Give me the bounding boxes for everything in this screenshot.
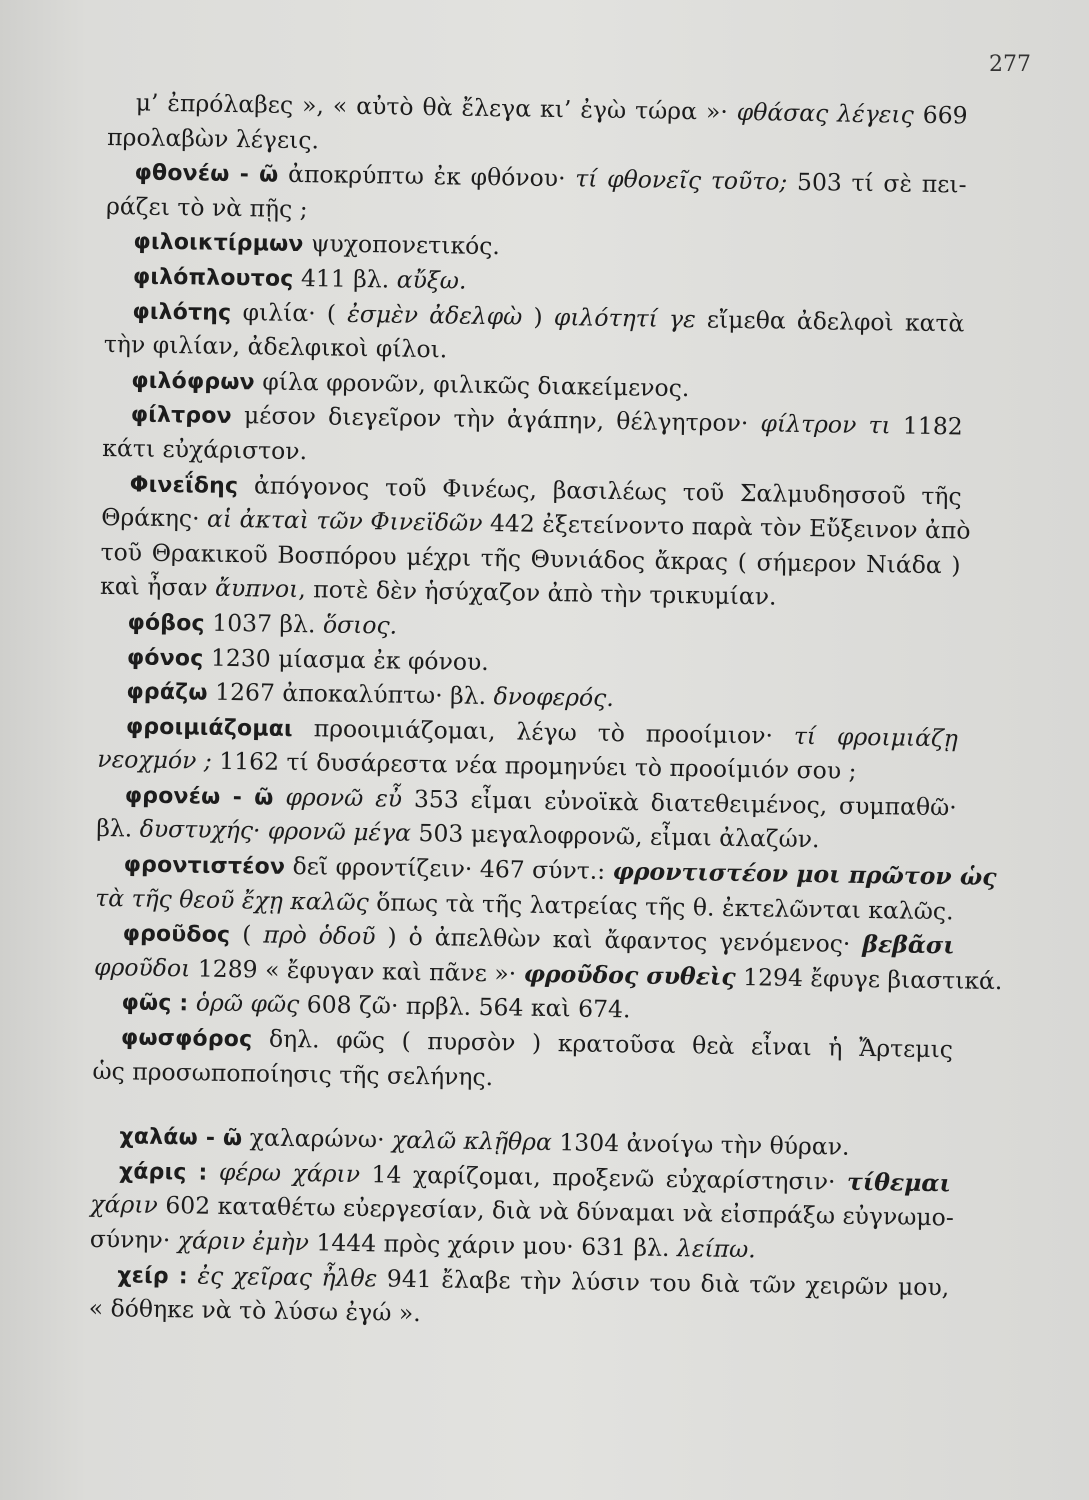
headword: φθονέω - ῶ [134,160,279,188]
entry-text: αὔξω. [396,265,467,295]
entry-text: δεῖ φροντίζειν· 467 σύντ.: [284,851,613,886]
entry-text: μέσον διεγεῖρον τὴν ἀγάπην, θέλγητρον· [231,401,761,438]
headword: χαλάω - ῶ [119,1124,243,1152]
glossary-entry [99,465,971,617]
entry-text: κάτι εὐχάριστον. [102,433,308,466]
entry-text: 1182 [890,411,963,441]
entry-text: ὁρῶ φῶς [195,988,300,1019]
headword: χείρ : [117,1262,189,1289]
entry-text: βλ. [96,814,140,844]
entry-text: 353 εἶμαι εὐνοϊκὰ διατεθειμένος, συμπαθῶ· [401,784,957,822]
entry-text: δυστυχής· φρονῶ μέγα [139,815,412,848]
entry-text: ράζει τὸ νὰ πῇς ; [105,191,308,223]
entry-text: φρονῶ εὖ [285,782,403,813]
entry-text: φροντιστέον μοι πρῶτον ὡς [612,857,997,892]
entry-text: ὅσιος. [322,610,398,640]
headword: φράζω [126,679,208,706]
entry-text: ἐσμὲν ἀδελφὼ [347,299,523,331]
page-number: 277 [989,52,1031,77]
entry-text: καὶ ἦσαν [99,572,216,603]
entry-text: 1267 ἀποκαλύπτω· βλ. [207,677,494,711]
entry-text: 1294 ἔφυγε βιαστικά. [735,962,1003,996]
entry-text: ἄυπνοι [214,574,299,604]
entry-text [207,1158,219,1186]
entry-text: φιλότητί γε [553,302,696,333]
entry-text: 14 χαρίζομαι, προξενῶ εὐχαρίστησιν· [359,1159,848,1196]
entry-text: προοιμιάζομαι, λέγω τὸ προοίμιον· [292,713,795,750]
headword: φιλόφρων [131,368,256,396]
entry-text: 1230 μίασμα ἐκ φόνου. [203,643,490,676]
entry-text: τί φθονεῖς τοῦτο; [575,164,788,196]
entry-text: νεοχμόν ; [97,745,213,775]
headword: φίλτρον [130,402,232,430]
entry-text: φροῦδοι [93,952,191,983]
entry-text: Θράκης· [100,503,208,533]
entry-text: ὡς προσωποποίησις τῆς σελήνης. [92,1056,494,1091]
entry-text: ἀπόγονος τοῦ Φινέως, βασιλέως τοῦ Σαλμυδησσοῦ τῆς [238,470,962,510]
entry-text: τὰ τῆς θεοῦ ἔχῃ καλῶς [95,883,370,916]
headword: φωσφόρος [120,1025,253,1053]
entry-text: 1162 τί δυσάρεστα νέα προμηνύει τὸ προοίμιόν σου ; [211,746,857,786]
entry-text: 1289 « ἔφυγαν καὶ πᾶνε »· [190,954,524,988]
headword: φροντιστέον [123,852,286,880]
entry-text: φίλτρον τι [760,409,891,440]
entry-text: πρὸ ὁδοῦ [263,920,376,951]
entry-text: χάριν ἐμὴν [177,1226,310,1257]
entry-text: χαλαρώνω· [242,1123,393,1154]
glossary-entry [92,1019,953,1102]
entry-text: « δόθηκε νὰ τὸ λύσω ἐγώ ». [88,1294,421,1328]
headword: Φινεΐδης [129,471,239,499]
headword: φιλοικτίρμων [133,229,304,258]
headword: φῶς : [121,990,189,1017]
entry-text: 1444 πρὸς χάριν μου· 631 βλ. [308,1228,678,1263]
entry-text: ἐς χεῖρας ἦλθε [197,1261,378,1292]
headword: φροῦδος [122,921,231,949]
entry-text: φθάσας λέγεις [736,97,915,129]
headword: φρονέω - ῶ [124,783,274,811]
entry-text: δνοφερός. [493,682,615,713]
headword: φιλότης [132,298,232,326]
entry-text: , ποτὲ δὲν ἡσύχαζον ἀπὸ τὴν τρικυμίαν. [298,575,777,611]
entry-text: τίθεμαι [846,1167,952,1198]
glossary-entries [88,85,1003,1339]
entry-text: τοῦ Θρακικοῦ Βοσπόρου μέχρι τῆς Θυνιάδος ἄκρας ( σήμερον Νιάδα ) [100,537,961,580]
entry-text: μ’ ἐπρόλαβες », « αὐτὸ θὰ ἔλεγα κι’ ἐγὼ τώρα »· [135,88,737,126]
entry-text: ἀποκρύπτω ἐκ φθόνου· [278,159,576,193]
entry-text: 411 βλ. [293,263,397,294]
entry-text: προλαβὼν λέγεις. [106,122,320,154]
entry-text: ψυχοπονετικός. [303,229,501,261]
headword: χάρις : [118,1159,208,1186]
entry-text: ( [230,920,264,949]
entry-text: 503 μεγαλοφρονῶ, εἶμαι ἀλαζών. [410,819,820,854]
entry-text: 442 ἐξετείνοντο παρὰ τὸν Εὔξεινον ἀπὸ [482,509,971,545]
entry-text: βεβᾶσι [862,930,955,960]
entry-text: λείπω. [676,1234,756,1264]
glossary-entry [90,1153,952,1270]
entry-text: 941 ἔλαβε τὴν λύσιν του διὰ τῶν χειρῶν μου, [377,1263,950,1301]
entry-text: εἴμεθα ἀδελφοὶ κατὰ [695,304,965,338]
glossary-entry [89,1256,950,1339]
entry-text: 1037 βλ. [204,608,324,639]
entry-text: αἱ ἀκταὶ τῶν Φινεϊδῶν [206,504,483,538]
entry-text: 503 τί σὲ πει- [787,167,967,199]
entry-text: τὴν φιλίαν, ἀδελφικοὶ φίλοι. [103,330,448,364]
entry-text: σύνην· [89,1224,179,1255]
entry-text: ) ὁ ἀπελθὼν καὶ ἄφαντος γενόμενος· [375,922,863,959]
entry-text: 1304 ἀνοίγω τὴν θύραν. [551,1128,850,1161]
entry-text: ) [522,302,555,331]
entry-text: 608 ζῶ· πρβλ. 564 καὶ 674. [299,990,631,1024]
entry-text: φέρω χάριν [218,1157,361,1188]
entry-text [273,783,285,811]
headword: φόνος [126,644,204,672]
entry-text: ὅπως τὰ τῆς λατρείας τῆς θ. ἐκτελῶνται καλῶς. [368,887,954,926]
entry-text: φιλία· ( [231,297,348,328]
headword: φιλόπλουτος [132,264,294,292]
entry-text: τί φροιμιάζῃ [793,721,959,753]
entry-text: φροῦδος συθεὶς [523,959,736,991]
headword: φόβος [127,610,205,637]
entry-text: χάριν [90,1190,159,1220]
entry-text: φίλα φρονῶν, φιλικῶς διακείμενος. [254,367,690,402]
entry-text: 602 καταθέτω εὐεργεσίαν, διὰ νὰ δύναμαι νὰ εἰσπράξω εὐγνωμο- [157,1191,954,1232]
headword: φροιμιάζομαι [125,714,294,742]
entry-text: χαλῶ κλῇθρα [391,1125,553,1157]
entry-text: 669 [913,100,968,130]
entry-text: δηλ. φῶς ( πυρσὸν ) κρατοῦσα θεὰ εἶναι ἡ Ἄρτεμις [252,1024,954,1064]
